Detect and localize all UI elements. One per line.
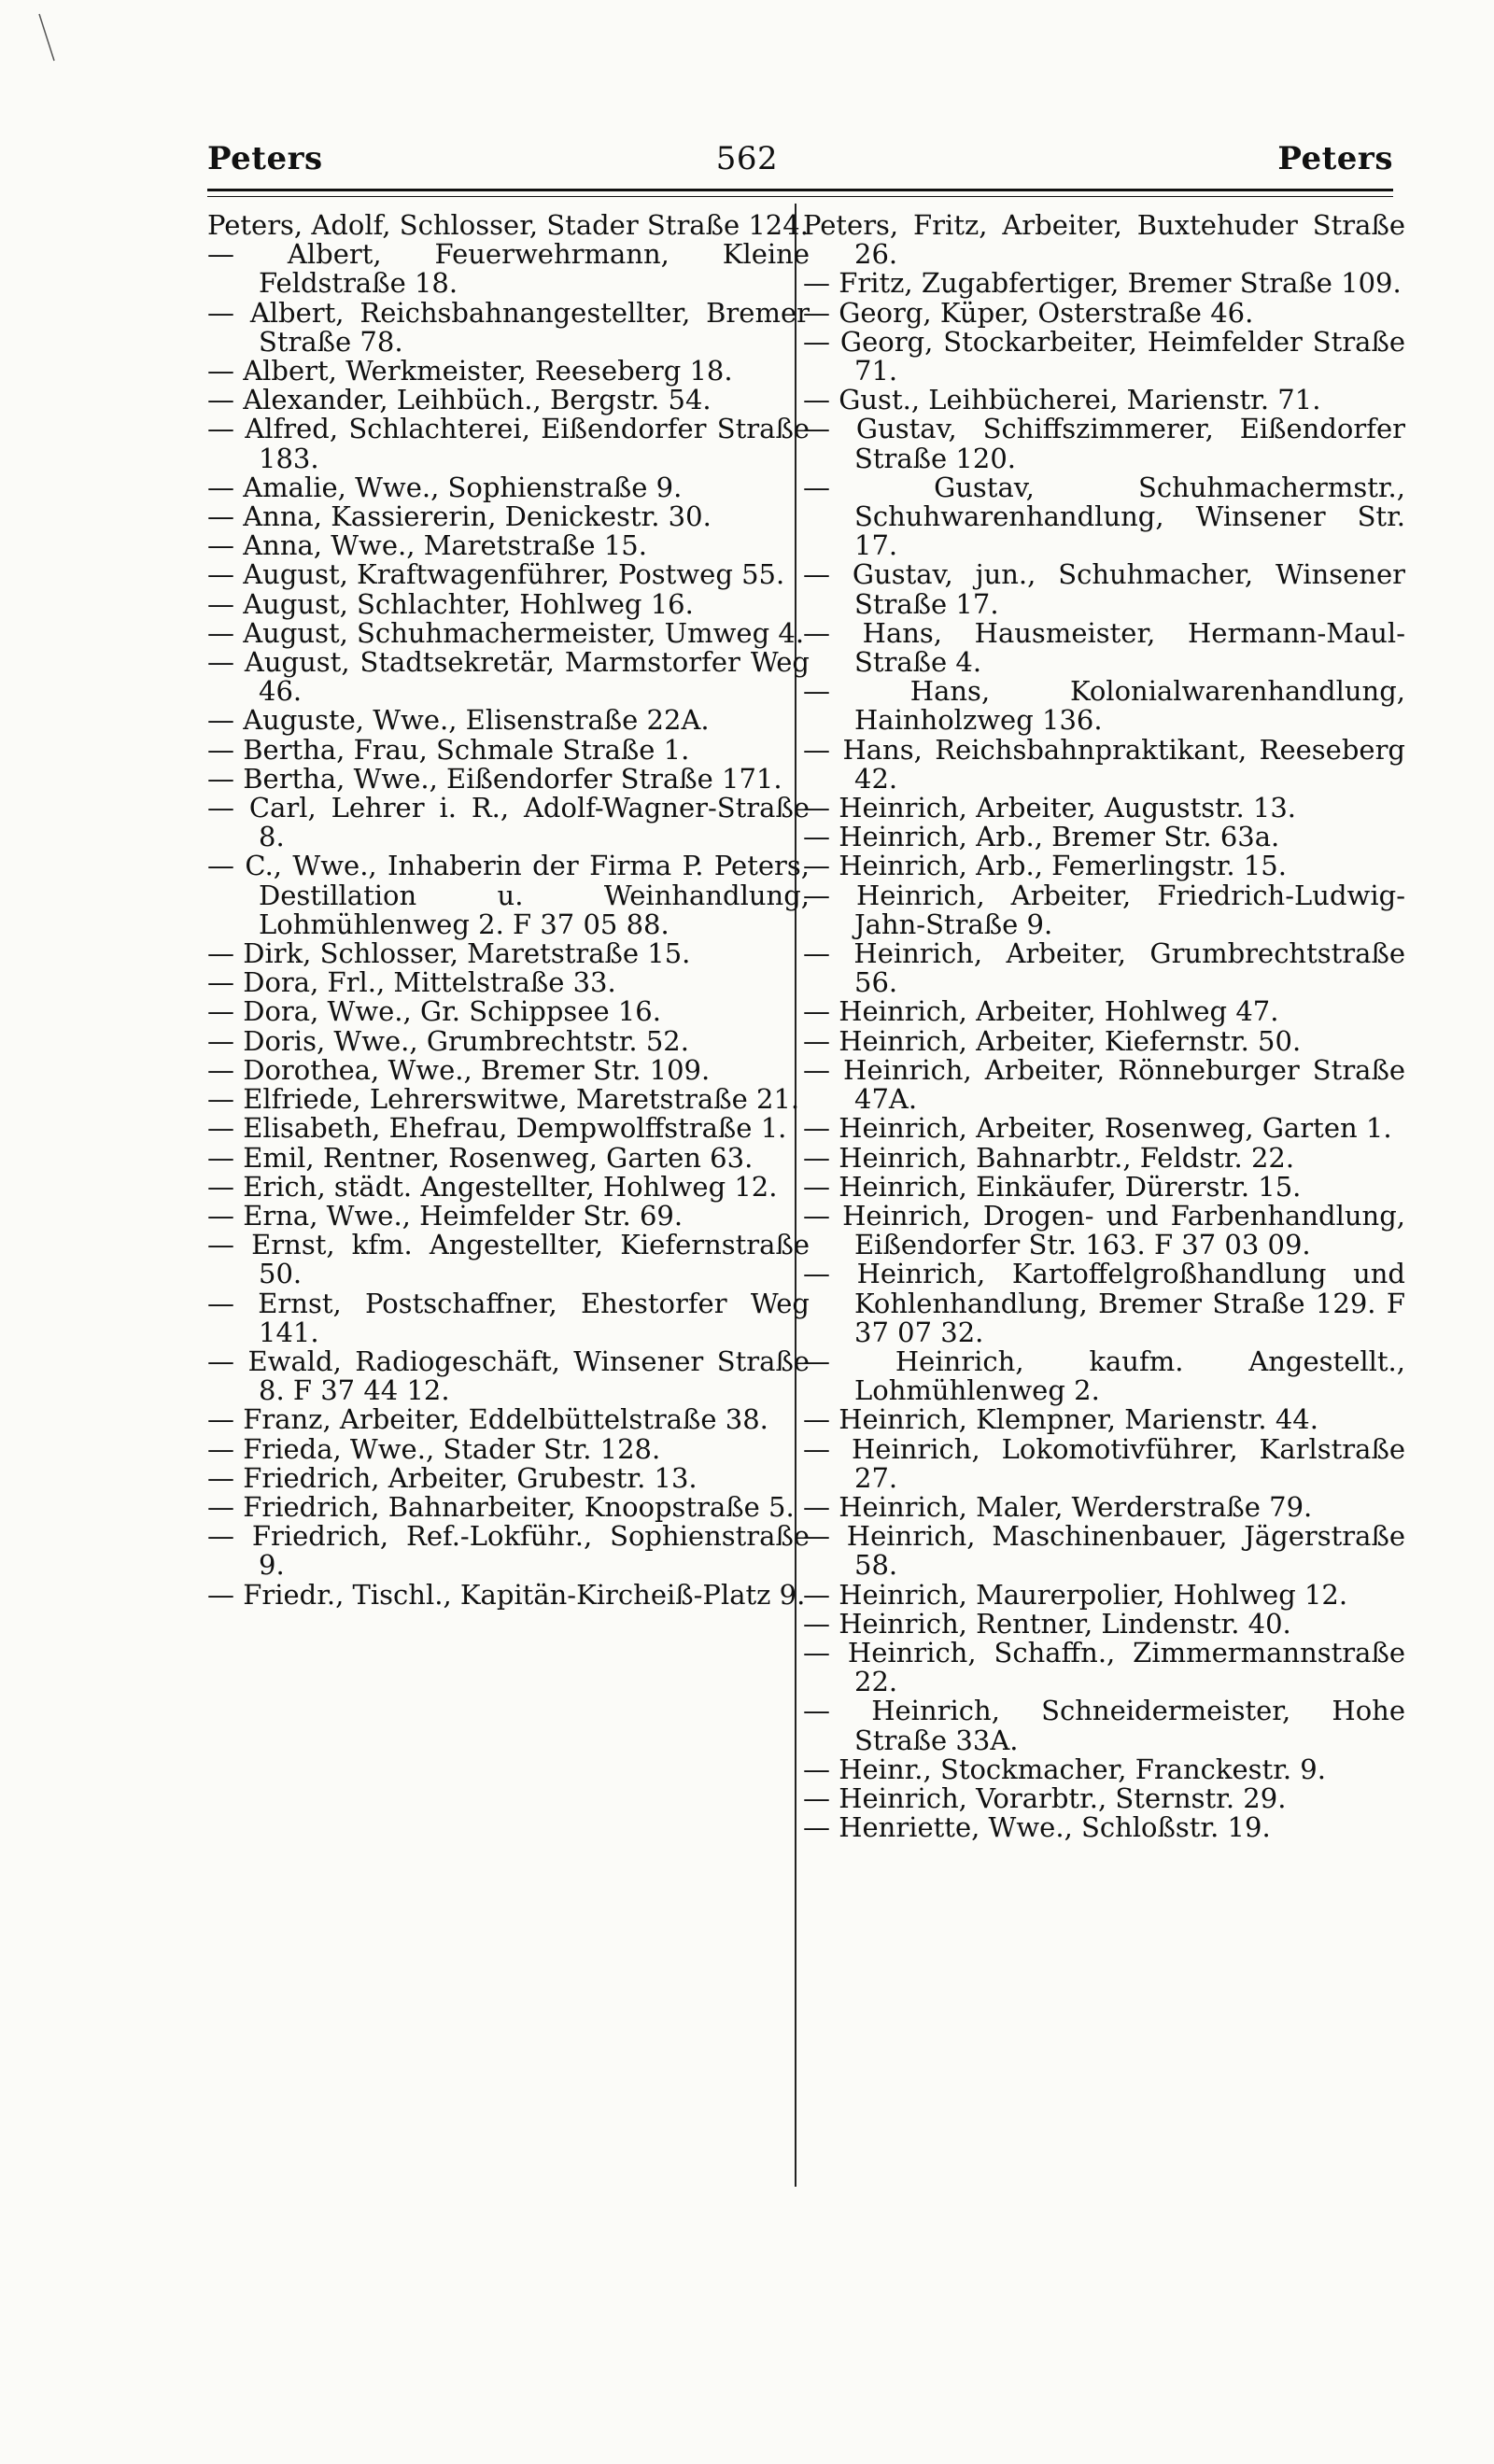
- directory-entry: — Heinrich, Arbeiter, Rönneburger Straße 47A.: [803, 1053, 1405, 1116]
- directory-entry: — August, Schuhmachermeister, Umweg 4.: [207, 616, 805, 649]
- directory-entry: — Erna, Wwe., Heimfelder Str. 69.: [207, 1199, 684, 1232]
- directory-entry: — Alfred, Schlachterei, Eißendorfer Straße 183.: [207, 413, 810, 474]
- directory-entry: — Heinrich, Arbeiter, Rosenweg, Garten 1.: [803, 1112, 1392, 1145]
- directory-entry: — Heinrich, Maschinenbauer, Jägerstraße 58.: [803, 1520, 1405, 1582]
- directory-entry: Peters, Fritz, Arbeiter, Buxtehuder Straße 26.: [803, 209, 1405, 271]
- running-head-right: Peters: [1277, 140, 1393, 177]
- directory-entry: — Franz, Arbeiter, Eddelbüttelstraße 38.: [207, 1403, 768, 1436]
- directory-entry: — Gustav, Schiffszimmerer, Eißendorfer Straße 120.: [803, 413, 1405, 474]
- directory-entry: — Ewald, Radiogeschäft, Winsener Straße 8. F 37 44 12.: [207, 1345, 810, 1407]
- directory-entry: — Heinrich, Einkäufer, Dürerstr. 15.: [803, 1170, 1302, 1203]
- directory-entry: — Dora, Frl., Mittelstraße 33.: [207, 966, 616, 999]
- right-column: [803, 211, 1405, 1842]
- directory-entry: — Anna, Kassiererin, Denickestr. 30.: [207, 500, 712, 533]
- directory-entry: — Heinr., Stockmacher, Franckestr. 9.: [803, 1753, 1326, 1785]
- directory-entry: — Heinrich, Schneidermeister, Hohe Straße 33A.: [803, 1695, 1405, 1756]
- directory-entry: — Friedrich, Ref.-Lokführ., Sophienstraße 9.: [207, 1520, 810, 1582]
- directory-entry: — Alexander, Leihbüch., Bergstr. 54.: [207, 384, 712, 416]
- directory-entry: — Hans, Hausmeister, Hermann-Maul-Straße 4.: [803, 616, 1405, 679]
- directory-entry: — Ernst, kfm. Angestellter, Kiefernstraße 50.: [207, 1229, 810, 1290]
- directory-entry: — Heinrich, Arbeiter, Friedrich-Ludwig-Jahn-Straße 9.: [803, 879, 1405, 940]
- directory-entry: — Friedrich, Bahnarbeiter, Knoopstraße 5.: [207, 1490, 795, 1523]
- directory-entry: — Georg, Küper, Osterstraße 46.: [803, 296, 1254, 329]
- running-head-left: Peters: [207, 140, 323, 177]
- directory-entry: — Dorothea, Wwe., Bremer Str. 109.: [207, 1053, 711, 1086]
- directory-entry: Peters, Adolf, Schlosser, Stader Straße 124.: [207, 209, 809, 241]
- directory-entry: — Gustav, jun., Schuhmacher, Winsener Straße 17.: [803, 558, 1405, 620]
- corner-mark: [28, 9, 65, 65]
- directory-entry: — Heinrich, Maler, Werderstraße 79.: [803, 1490, 1313, 1523]
- directory-entry: — Anna, Wwe., Maretstraße 15.: [207, 529, 647, 562]
- directory-entry: — Friedr., Tischl., Kapitän-Kircheiß-Platz 9.: [207, 1578, 806, 1611]
- directory-entry: — Fritz, Zugabfertiger, Bremer Straße 109.: [803, 267, 1402, 300]
- directory-entry: — Hans, Kolonialwarenhandlung, Hainholzweg 136.: [803, 675, 1405, 737]
- directory-entry: — Friedrich, Arbeiter, Grubestr. 13.: [207, 1461, 698, 1494]
- directory-entry: — Heinrich, Arbeiter, Auguststr. 13.: [803, 792, 1297, 824]
- directory-entry: — Dirk, Schlosser, Maretstraße 15.: [207, 937, 691, 970]
- directory-entry: — Doris, Wwe., Grumbrechtstr. 52.: [207, 1024, 689, 1057]
- directory-entry: — Gust., Leihbücherei, Marienstr. 71.: [803, 384, 1321, 416]
- directory-entry: — Hans, Reichsbahnpraktikant, Reeseberg 42.: [803, 733, 1405, 795]
- directory-entry: — Heinrich, Kartoffelgroßhandlung und Kohlenhandlung, Bremer Straße 129. F 37 07 32.: [803, 1258, 1405, 1348]
- directory-entry: — Amalie, Wwe., Sophienstraße 9.: [207, 471, 683, 503]
- directory-entry: — August, Stadtsekretär, Marmstorfer Weg 46.: [207, 646, 810, 708]
- directory-entry: — Albert, Reichsbahnangestellter, Bremer Straße 78.: [207, 296, 810, 358]
- directory-entry: — Heinrich, Bahnarbtr., Feldstr. 22.: [803, 1141, 1295, 1174]
- directory-entry: — Elisabeth, Ehefrau, Dempwolffstraße 1.: [207, 1112, 787, 1145]
- directory-entry: — August, Schlachter, Hohlweg 16.: [207, 587, 694, 620]
- directory-entry: — Elfriede, Lehrerswitwe, Maretstraße 21.: [207, 1083, 800, 1116]
- directory-entry: — Dora, Wwe., Gr. Schippsee 16.: [207, 995, 661, 1028]
- header-rule-thick: [207, 189, 1393, 191]
- directory-entry: — Ernst, Postschaffner, Ehestorfer Weg 141.: [207, 1287, 810, 1348]
- directory-entry: — Heinrich, Arbeiter, Kiefernstr. 50.: [803, 1024, 1302, 1057]
- directory-entry: — Heinrich, Maurerpolier, Hohlweg 12.: [803, 1578, 1348, 1611]
- header-rule-thin: [207, 196, 1393, 197]
- directory-entry: — Bertha, Wwe., Eißendorfer Straße 171.: [207, 762, 782, 795]
- directory-entry: — Albert, Feuerwehrmann, Kleine Feldstraße 18.: [207, 238, 810, 300]
- directory-entry: — Heinrich, Vorarbtr., Sternstr. 29.: [803, 1781, 1287, 1814]
- directory-entry: — Georg, Stockarbeiter, Heimfelder Straße 71.: [803, 325, 1405, 387]
- directory-entry: — Heinrich, Klempner, Marienstr. 44.: [803, 1403, 1318, 1436]
- directory-entry: — Heinrich, Schaffn., Zimmermannstraße 22.: [803, 1636, 1405, 1698]
- directory-entry: — Albert, Werkmeister, Reeseberg 18.: [207, 355, 733, 387]
- directory-entry: — Bertha, Frau, Schmale Straße 1.: [207, 733, 690, 766]
- directory-entry: — Henriette, Wwe., Schloßstr. 19.: [803, 1811, 1271, 1844]
- directory-entry: — Frieda, Wwe., Stader Str. 128.: [207, 1432, 661, 1465]
- page-number: 562: [715, 140, 779, 177]
- left-column: [207, 211, 810, 1610]
- directory-entry: — Emil, Rentner, Rosenweg, Garten 63.: [207, 1141, 754, 1174]
- directory-entry: — August, Kraftwagenführer, Postweg 55.: [207, 558, 785, 591]
- directory-entry: — Heinrich, Arbeiter, Grumbrechtstraße 56.: [803, 937, 1405, 999]
- directory-entry: — Auguste, Wwe., Elisenstraße 22A.: [207, 704, 710, 737]
- directory-entry: — C., Wwe., Inhaberin der Firma P. Peters, Destillation u. Weinhandlung, Lohmühlenweg 2. F 37 05 88.: [207, 850, 810, 940]
- directory-entry: — Erich, städt. Angestellter, Hohlweg 12.: [207, 1170, 778, 1203]
- directory-entry: — Carl, Lehrer i. R., Adolf-Wagner-Straße 8.: [207, 792, 810, 853]
- directory-entry: — Heinrich, Arb., Bremer Str. 63a.: [803, 821, 1280, 853]
- directory-entry: — Heinrich, Rentner, Lindenstr. 40.: [803, 1607, 1291, 1640]
- directory-entry: — Heinrich, Arbeiter, Hohlweg 47.: [803, 995, 1279, 1028]
- directory-entry: — Heinrich, Drogen- und Farbenhandlung, Eißendorfer Str. 163. F 37 03 09.: [803, 1199, 1405, 1261]
- directory-entry: — Heinrich, Lokomotivführer, Karlstraße 27.: [803, 1432, 1405, 1494]
- directory-entry: — Gustav, Schuhmachermstr., Schuhwarenhandlung, Winsener Str. 17.: [803, 471, 1405, 562]
- directory-entry: — Heinrich, Arb., Femerlingstr. 15.: [803, 850, 1287, 882]
- directory-entry: — Heinrich, kaufm. Angestellt., Lohmühlenweg 2.: [803, 1345, 1405, 1407]
